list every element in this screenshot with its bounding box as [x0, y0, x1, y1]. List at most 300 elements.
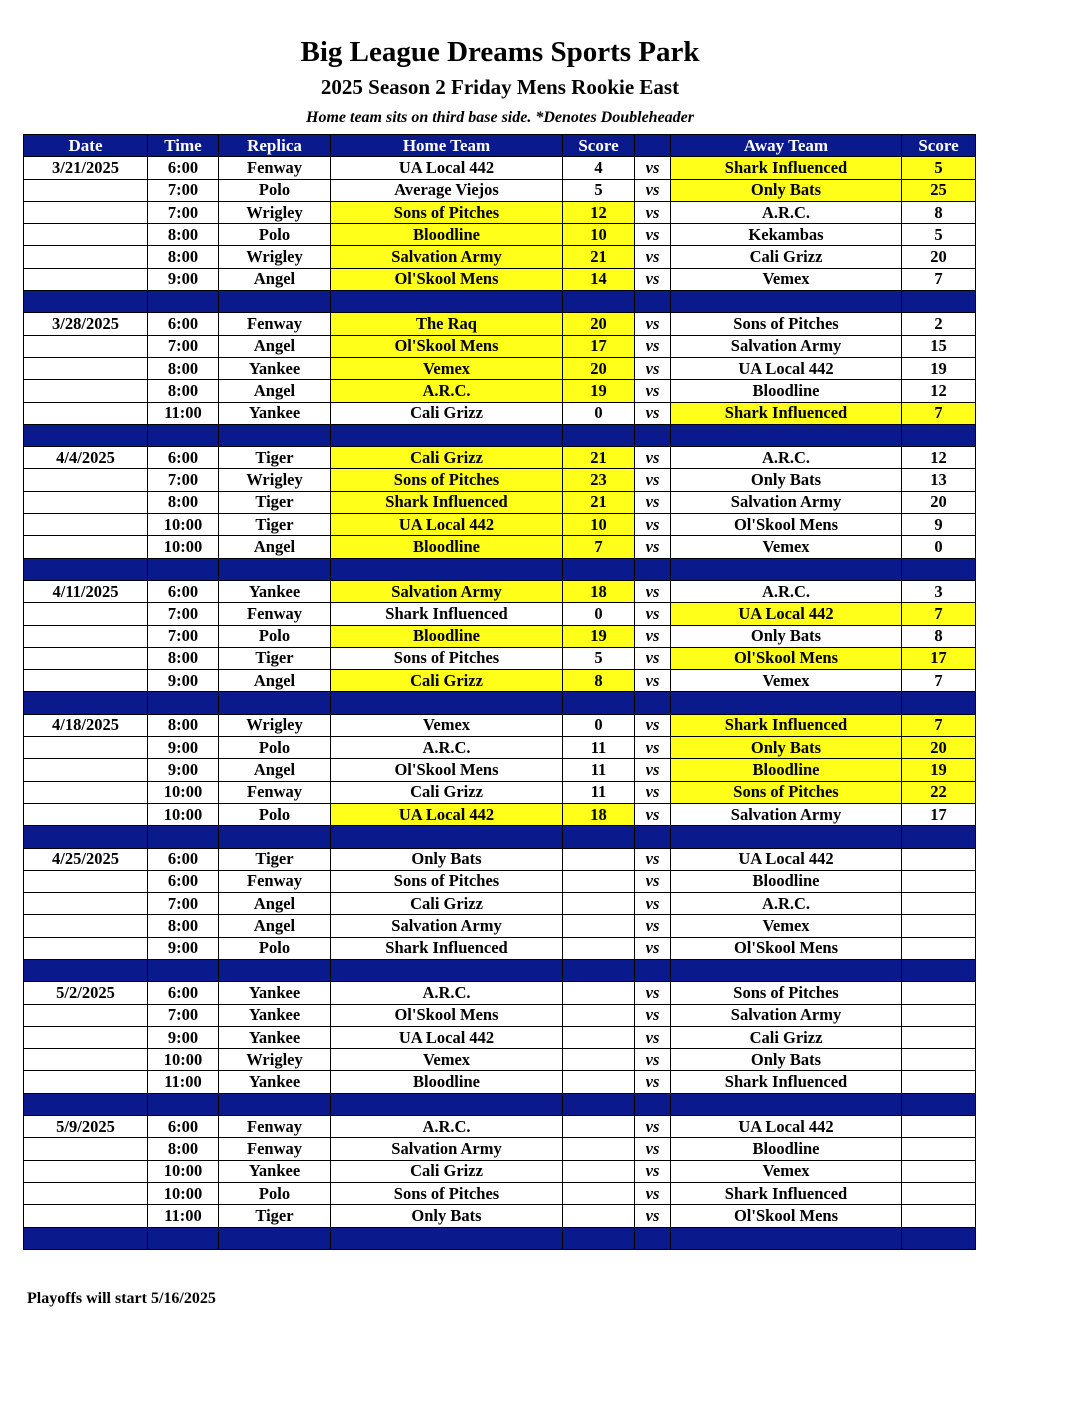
- vs-cell: vs: [635, 625, 671, 647]
- col-header-date: Date: [24, 135, 148, 157]
- vs-cell: vs: [635, 1116, 671, 1138]
- away-score-cell: [902, 1205, 976, 1227]
- replica-cell: Yankee: [219, 580, 331, 602]
- vs-cell: vs: [635, 647, 671, 669]
- vs-cell: vs: [635, 1138, 671, 1160]
- replica-cell: Fenway: [219, 1116, 331, 1138]
- time-cell: 7:00: [148, 335, 219, 357]
- separator-cell: [902, 826, 976, 848]
- separator-cell: [24, 291, 148, 313]
- replica-cell: Polo: [219, 179, 331, 201]
- table-row: [24, 224, 976, 246]
- week-separator-row: [24, 1227, 976, 1249]
- away-team-cell: Shark Influenced: [671, 157, 902, 179]
- schedule-table: [23, 134, 976, 1250]
- away-score-cell: 25: [902, 179, 976, 201]
- replica-cell: Wrigley: [219, 246, 331, 268]
- time-cell: 8:00: [148, 357, 219, 379]
- away-score-cell: [902, 1116, 976, 1138]
- separator-cell: [331, 1093, 563, 1115]
- separator-cell: [148, 424, 219, 446]
- replica-cell: Wrigley: [219, 1049, 331, 1071]
- home-score-cell: 10: [563, 224, 635, 246]
- vs-cell: vs: [635, 313, 671, 335]
- replica-cell: Polo: [219, 737, 331, 759]
- away-team-cell: Salvation Army: [671, 1004, 902, 1026]
- table-row: [24, 893, 976, 915]
- home-score-cell: 4: [563, 157, 635, 179]
- vs-cell: vs: [635, 915, 671, 937]
- home-score-cell: [563, 982, 635, 1004]
- replica-cell: Tiger: [219, 848, 331, 870]
- away-team-cell: Bloodline: [671, 380, 902, 402]
- separator-cell: [635, 1093, 671, 1115]
- separator-cell: [148, 692, 219, 714]
- vs-cell: vs: [635, 536, 671, 558]
- home-team-cell: Vemex: [331, 357, 563, 379]
- home-team-cell: A.R.C.: [331, 1116, 563, 1138]
- time-cell: 7:00: [148, 603, 219, 625]
- away-score-cell: 8: [902, 625, 976, 647]
- vs-cell: vs: [635, 781, 671, 803]
- date-cell: [24, 647, 148, 669]
- away-score-cell: [902, 915, 976, 937]
- vs-cell: vs: [635, 201, 671, 223]
- home-team-cell: Ol'Skool Mens: [331, 759, 563, 781]
- time-cell: 9:00: [148, 737, 219, 759]
- separator-cell: [563, 291, 635, 313]
- table-row: [24, 402, 976, 424]
- week-separator-row: [24, 291, 976, 313]
- time-cell: 8:00: [148, 714, 219, 736]
- date-cell: [24, 915, 148, 937]
- home-team-cell: Bloodline: [331, 625, 563, 647]
- away-score-cell: 17: [902, 803, 976, 825]
- home-score-cell: 18: [563, 580, 635, 602]
- table-row: [24, 469, 976, 491]
- date-cell: [24, 737, 148, 759]
- away-score-cell: 9: [902, 514, 976, 536]
- home-team-cell: Ol'Skool Mens: [331, 268, 563, 290]
- separator-cell: [331, 1227, 563, 1249]
- vs-cell: vs: [635, 1026, 671, 1048]
- replica-cell: Angel: [219, 268, 331, 290]
- col-header-vs: [635, 135, 671, 157]
- home-team-cell: Salvation Army: [331, 1138, 563, 1160]
- table-row: [24, 603, 976, 625]
- away-team-cell: Only Bats: [671, 1049, 902, 1071]
- home-score-cell: 10: [563, 514, 635, 536]
- away-score-cell: [902, 982, 976, 1004]
- table-row: [24, 201, 976, 223]
- time-cell: 7:00: [148, 469, 219, 491]
- separator-cell: [148, 558, 219, 580]
- home-score-cell: 21: [563, 447, 635, 469]
- home-team-cell: Sons of Pitches: [331, 201, 563, 223]
- separator-cell: [24, 424, 148, 446]
- separator-cell: [24, 1093, 148, 1115]
- time-cell: 6:00: [148, 870, 219, 892]
- replica-cell: Tiger: [219, 447, 331, 469]
- time-cell: 6:00: [148, 848, 219, 870]
- home-score-cell: 11: [563, 737, 635, 759]
- away-team-cell: Ol'Skool Mens: [671, 1205, 902, 1227]
- away-score-cell: [902, 1049, 976, 1071]
- time-cell: 9:00: [148, 1026, 219, 1048]
- time-cell: 9:00: [148, 937, 219, 959]
- away-team-cell: Vemex: [671, 268, 902, 290]
- replica-cell: Angel: [219, 380, 331, 402]
- home-score-cell: [563, 1071, 635, 1093]
- away-team-cell: Ol'Skool Mens: [671, 937, 902, 959]
- away-team-cell: A.R.C.: [671, 580, 902, 602]
- away-team-cell: Sons of Pitches: [671, 982, 902, 1004]
- date-cell: [24, 1026, 148, 1048]
- replica-cell: Yankee: [219, 1026, 331, 1048]
- home-score-cell: [563, 1116, 635, 1138]
- replica-cell: Polo: [219, 224, 331, 246]
- table-row: [24, 536, 976, 558]
- home-team-cell: Ol'Skool Mens: [331, 335, 563, 357]
- replica-cell: Yankee: [219, 402, 331, 424]
- date-cell: [24, 380, 148, 402]
- away-score-cell: 22: [902, 781, 976, 803]
- separator-cell: [563, 959, 635, 981]
- separator-cell: [902, 692, 976, 714]
- home-score-cell: 5: [563, 647, 635, 669]
- time-cell: 10:00: [148, 803, 219, 825]
- separator-cell: [219, 1093, 331, 1115]
- home-score-cell: [563, 937, 635, 959]
- home-score-cell: [563, 1160, 635, 1182]
- time-cell: 8:00: [148, 915, 219, 937]
- schedule-body: [24, 157, 976, 1250]
- date-cell: [24, 402, 148, 424]
- away-score-cell: 0: [902, 536, 976, 558]
- away-score-cell: 12: [902, 380, 976, 402]
- replica-cell: Fenway: [219, 870, 331, 892]
- separator-cell: [219, 692, 331, 714]
- home-score-cell: 0: [563, 402, 635, 424]
- replica-cell: Tiger: [219, 647, 331, 669]
- date-cell: [24, 1205, 148, 1227]
- time-cell: 9:00: [148, 670, 219, 692]
- away-team-cell: Salvation Army: [671, 335, 902, 357]
- vs-cell: vs: [635, 603, 671, 625]
- home-score-cell: 12: [563, 201, 635, 223]
- separator-cell: [635, 558, 671, 580]
- time-cell: 8:00: [148, 1138, 219, 1160]
- replica-cell: Tiger: [219, 514, 331, 536]
- separator-cell: [219, 826, 331, 848]
- away-team-cell: Cali Grizz: [671, 1026, 902, 1048]
- replica-cell: Yankee: [219, 1004, 331, 1026]
- vs-cell: vs: [635, 224, 671, 246]
- vs-cell: vs: [635, 893, 671, 915]
- separator-cell: [635, 959, 671, 981]
- date-cell: [24, 1160, 148, 1182]
- table-row: [24, 848, 976, 870]
- date-cell: [24, 1182, 148, 1204]
- away-team-cell: Bloodline: [671, 1138, 902, 1160]
- away-score-cell: 3: [902, 580, 976, 602]
- date-cell: [24, 1004, 148, 1026]
- separator-cell: [902, 291, 976, 313]
- col-header-home-score: Score: [563, 135, 635, 157]
- replica-cell: Angel: [219, 759, 331, 781]
- table-row: [24, 246, 976, 268]
- separator-cell: [635, 692, 671, 714]
- time-cell: 11:00: [148, 1205, 219, 1227]
- home-score-cell: 18: [563, 803, 635, 825]
- separator-cell: [902, 959, 976, 981]
- date-cell: [24, 1049, 148, 1071]
- separator-cell: [331, 424, 563, 446]
- schedule-note: Home team sits on third base side. *Denotes Doubleheader: [306, 109, 694, 126]
- time-cell: 7:00: [148, 201, 219, 223]
- home-team-cell: UA Local 442: [331, 157, 563, 179]
- replica-cell: Angel: [219, 915, 331, 937]
- date-cell: [24, 870, 148, 892]
- replica-cell: Tiger: [219, 491, 331, 513]
- replica-cell: Yankee: [219, 1160, 331, 1182]
- replica-cell: Angel: [219, 670, 331, 692]
- vs-cell: vs: [635, 491, 671, 513]
- replica-cell: Wrigley: [219, 469, 331, 491]
- home-team-cell: Shark Influenced: [331, 937, 563, 959]
- home-score-cell: 14: [563, 268, 635, 290]
- away-team-cell: Shark Influenced: [671, 402, 902, 424]
- away-score-cell: [902, 848, 976, 870]
- away-score-cell: 7: [902, 268, 976, 290]
- home-score-cell: 5: [563, 179, 635, 201]
- away-team-cell: UA Local 442: [671, 1116, 902, 1138]
- home-team-cell: A.R.C.: [331, 380, 563, 402]
- away-team-cell: Vemex: [671, 915, 902, 937]
- vs-cell: vs: [635, 380, 671, 402]
- table-row: [24, 1071, 976, 1093]
- separator-cell: [24, 826, 148, 848]
- time-cell: 6:00: [148, 1116, 219, 1138]
- table-row: [24, 179, 976, 201]
- time-cell: 10:00: [148, 536, 219, 558]
- home-score-cell: [563, 1004, 635, 1026]
- home-team-cell: UA Local 442: [331, 803, 563, 825]
- home-score-cell: 0: [563, 714, 635, 736]
- time-cell: 6:00: [148, 580, 219, 602]
- home-team-cell: Average Viejos: [331, 179, 563, 201]
- separator-cell: [24, 1227, 148, 1249]
- table-row: [24, 447, 976, 469]
- replica-cell: Fenway: [219, 1138, 331, 1160]
- replica-cell: Yankee: [219, 1071, 331, 1093]
- away-team-cell: A.R.C.: [671, 447, 902, 469]
- replica-cell: Wrigley: [219, 201, 331, 223]
- home-team-cell: Bloodline: [331, 1071, 563, 1093]
- date-cell: [24, 536, 148, 558]
- time-cell: 8:00: [148, 647, 219, 669]
- vs-cell: vs: [635, 580, 671, 602]
- away-score-cell: 20: [902, 246, 976, 268]
- vs-cell: vs: [635, 870, 671, 892]
- away-score-cell: [902, 893, 976, 915]
- col-header-replica: Replica: [219, 135, 331, 157]
- time-cell: 10:00: [148, 514, 219, 536]
- vs-cell: vs: [635, 1160, 671, 1182]
- home-team-cell: Only Bats: [331, 848, 563, 870]
- separator-cell: [331, 558, 563, 580]
- separator-cell: [24, 692, 148, 714]
- home-score-cell: [563, 870, 635, 892]
- replica-cell: Angel: [219, 536, 331, 558]
- home-score-cell: [563, 848, 635, 870]
- table-row: [24, 1160, 976, 1182]
- date-cell: 3/21/2025: [24, 157, 148, 179]
- away-score-cell: 15: [902, 335, 976, 357]
- date-cell: [24, 625, 148, 647]
- away-team-cell: Only Bats: [671, 737, 902, 759]
- vs-cell: vs: [635, 1049, 671, 1071]
- vs-cell: vs: [635, 1205, 671, 1227]
- time-cell: 6:00: [148, 157, 219, 179]
- away-team-cell: Kekambas: [671, 224, 902, 246]
- vs-cell: vs: [635, 469, 671, 491]
- away-team-cell: Shark Influenced: [671, 714, 902, 736]
- separator-cell: [148, 959, 219, 981]
- time-cell: 8:00: [148, 224, 219, 246]
- date-cell: 5/2/2025: [24, 982, 148, 1004]
- date-cell: [24, 246, 148, 268]
- home-team-cell: Bloodline: [331, 224, 563, 246]
- away-team-cell: A.R.C.: [671, 201, 902, 223]
- home-team-cell: Ol'Skool Mens: [331, 1004, 563, 1026]
- home-score-cell: [563, 1205, 635, 1227]
- away-team-cell: Only Bats: [671, 625, 902, 647]
- table-row: [24, 357, 976, 379]
- separator-cell: [563, 826, 635, 848]
- table-row: [24, 670, 976, 692]
- separator-cell: [671, 424, 902, 446]
- time-cell: 10:00: [148, 1160, 219, 1182]
- home-team-cell: UA Local 442: [331, 514, 563, 536]
- replica-cell: Fenway: [219, 157, 331, 179]
- separator-cell: [148, 826, 219, 848]
- away-team-cell: Vemex: [671, 1160, 902, 1182]
- home-team-cell: UA Local 442: [331, 1026, 563, 1048]
- home-score-cell: [563, 1182, 635, 1204]
- table-row: [24, 1182, 976, 1204]
- away-team-cell: Bloodline: [671, 870, 902, 892]
- date-cell: [24, 224, 148, 246]
- week-separator-row: [24, 424, 976, 446]
- separator-cell: [219, 959, 331, 981]
- separator-cell: [219, 424, 331, 446]
- home-team-cell: Sons of Pitches: [331, 647, 563, 669]
- table-row: [24, 313, 976, 335]
- home-team-cell: Shark Influenced: [331, 603, 563, 625]
- home-team-cell: Bloodline: [331, 536, 563, 558]
- time-cell: 8:00: [148, 246, 219, 268]
- separator-cell: [563, 692, 635, 714]
- table-row: [24, 580, 976, 602]
- time-cell: 8:00: [148, 380, 219, 402]
- separator-cell: [671, 1093, 902, 1115]
- separator-cell: [331, 826, 563, 848]
- vs-cell: vs: [635, 759, 671, 781]
- time-cell: 9:00: [148, 759, 219, 781]
- date-cell: [24, 491, 148, 513]
- away-score-cell: 20: [902, 491, 976, 513]
- away-team-cell: Shark Influenced: [671, 1071, 902, 1093]
- time-cell: 8:00: [148, 491, 219, 513]
- replica-cell: Fenway: [219, 603, 331, 625]
- vs-cell: vs: [635, 335, 671, 357]
- table-row: [24, 1004, 976, 1026]
- header-row: [24, 135, 976, 157]
- vs-cell: vs: [635, 357, 671, 379]
- separator-cell: [331, 959, 563, 981]
- date-cell: [24, 781, 148, 803]
- separator-cell: [671, 558, 902, 580]
- home-score-cell: 23: [563, 469, 635, 491]
- date-cell: 3/28/2025: [24, 313, 148, 335]
- time-cell: 7:00: [148, 893, 219, 915]
- home-score-cell: [563, 1138, 635, 1160]
- vs-cell: vs: [635, 1004, 671, 1026]
- table-row: [24, 1116, 976, 1138]
- time-cell: 11:00: [148, 402, 219, 424]
- separator-cell: [671, 959, 902, 981]
- home-team-cell: Vemex: [331, 714, 563, 736]
- away-score-cell: 19: [902, 759, 976, 781]
- home-team-cell: The Raq: [331, 313, 563, 335]
- date-cell: [24, 469, 148, 491]
- away-score-cell: [902, 1138, 976, 1160]
- home-team-cell: Sons of Pitches: [331, 870, 563, 892]
- home-team-cell: Sons of Pitches: [331, 1182, 563, 1204]
- away-team-cell: UA Local 442: [671, 848, 902, 870]
- home-score-cell: 20: [563, 313, 635, 335]
- home-team-cell: Vemex: [331, 1049, 563, 1071]
- away-score-cell: [902, 1160, 976, 1182]
- separator-cell: [563, 1227, 635, 1249]
- separator-cell: [671, 1227, 902, 1249]
- replica-cell: Fenway: [219, 313, 331, 335]
- home-score-cell: 21: [563, 246, 635, 268]
- away-team-cell: Shark Influenced: [671, 1182, 902, 1204]
- col-header-away-team: Away Team: [671, 135, 902, 157]
- date-cell: [24, 335, 148, 357]
- separator-cell: [563, 558, 635, 580]
- table-row: [24, 1049, 976, 1071]
- separator-cell: [671, 692, 902, 714]
- week-separator-row: [24, 1093, 976, 1115]
- time-cell: 10:00: [148, 1182, 219, 1204]
- date-cell: [24, 759, 148, 781]
- table-row: [24, 870, 976, 892]
- away-score-cell: [902, 937, 976, 959]
- separator-cell: [24, 558, 148, 580]
- separator-cell: [148, 1227, 219, 1249]
- home-score-cell: 11: [563, 781, 635, 803]
- separator-cell: [902, 1093, 976, 1115]
- table-row: [24, 335, 976, 357]
- away-score-cell: 7: [902, 714, 976, 736]
- away-score-cell: 19: [902, 357, 976, 379]
- week-separator-row: [24, 959, 976, 981]
- home-score-cell: 20: [563, 357, 635, 379]
- vs-cell: vs: [635, 670, 671, 692]
